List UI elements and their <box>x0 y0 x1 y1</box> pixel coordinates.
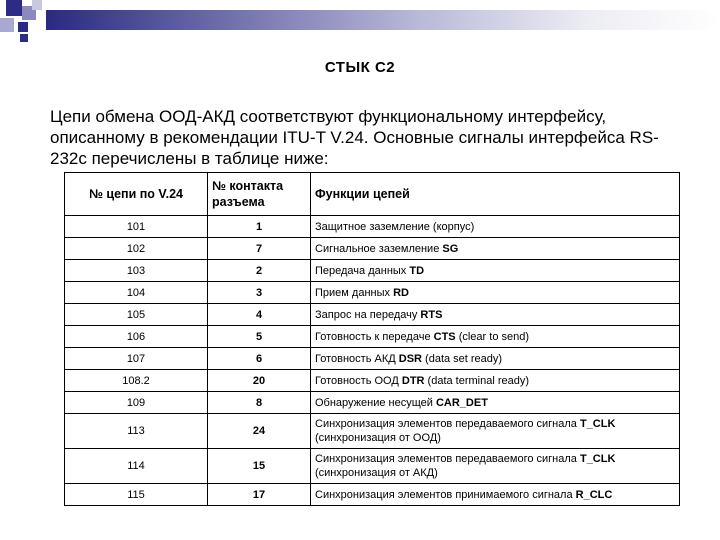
circuit-number: 109 <box>65 392 208 414</box>
table-row <box>65 392 680 414</box>
slide-title: СТЫК С2 <box>324 59 396 76</box>
function-text: Передача данных <box>315 264 410 277</box>
signal-name: SG <box>442 242 459 255</box>
function-text: Готовность к передаче <box>315 330 434 343</box>
circuit-number: 103 <box>65 260 208 282</box>
signal-name: R_CLC <box>575 488 613 501</box>
table-row <box>65 414 680 449</box>
pin-number: 20 <box>208 370 311 392</box>
header-pin: № контакта разъема <box>208 173 311 216</box>
function-text: Синхронизация элементов принимаемого сигнала <box>315 488 576 501</box>
table-row <box>65 216 680 238</box>
circuit-number: 101 <box>65 216 208 238</box>
pin-number: 3 <box>208 282 311 304</box>
circuit-number: 114 <box>65 449 208 484</box>
function-text: Сигнальное заземление <box>315 242 443 255</box>
circuit-function <box>311 449 680 484</box>
function-text: Готовность ООД <box>315 374 402 387</box>
decor-square <box>0 18 14 32</box>
decor-square <box>6 0 22 16</box>
circuit-number: 104 <box>65 282 208 304</box>
circuit-number: 113 <box>65 414 208 449</box>
function-note: (data terminal ready) <box>424 374 530 387</box>
function-text: Готовность АКД <box>315 352 399 365</box>
circuit-number: 106 <box>65 326 208 348</box>
pin-number: 7 <box>208 238 311 260</box>
function-note: (data set ready) <box>421 352 503 365</box>
function-note: (синхронизация от ООД) <box>315 432 441 444</box>
function-note: (синхронизация от АКД) <box>315 467 438 479</box>
table-row <box>65 304 680 326</box>
table-row <box>65 282 680 304</box>
circuit-function <box>311 260 680 282</box>
circuit-function <box>311 304 680 326</box>
signal-name: TD <box>409 264 425 277</box>
signal-name: T_CLK <box>579 418 616 430</box>
header-circuit: № цепи по V.24 <box>65 173 208 216</box>
decor-square <box>32 0 42 10</box>
function-text: Прием данных <box>315 286 394 299</box>
circuit-function <box>311 326 680 348</box>
circuit-function <box>311 238 680 260</box>
pin-number: 2 <box>208 260 311 282</box>
function-text: Защитное заземление (корпус) <box>315 220 475 233</box>
circuit-number: 102 <box>65 238 208 260</box>
circuit-function <box>311 282 680 304</box>
pin-number: 15 <box>208 449 311 484</box>
decor-square <box>18 22 28 32</box>
circuit-function <box>311 484 680 506</box>
circuit-function <box>311 370 680 392</box>
circuit-function <box>311 348 680 370</box>
table-row <box>65 449 680 484</box>
pin-number: 24 <box>208 414 311 449</box>
circuit-function <box>311 216 680 238</box>
circuit-function <box>311 414 680 449</box>
signal-name: RTS <box>420 308 443 321</box>
table-row <box>65 370 680 392</box>
slide-header-decoration <box>0 0 720 30</box>
table-row <box>65 238 680 260</box>
table-row <box>65 260 680 282</box>
signals-table <box>64 172 680 506</box>
pin-number: 17 <box>208 484 311 506</box>
signal-name: DTR <box>401 374 425 387</box>
intro-paragraph: Цепи обмена ООД-АКД соответствуют функциональному интерфейсу, описанному в рекомендации ITU-T V.24. Основные сигналы интерфейса RS-232c перечислены в таблице ниже: <box>50 107 659 168</box>
pin-number: 1 <box>208 216 311 238</box>
pin-number: 6 <box>208 348 311 370</box>
table-row <box>65 348 680 370</box>
pin-number: 4 <box>208 304 311 326</box>
function-note: (clear to send) <box>455 330 530 343</box>
header-function: Функции цепей <box>311 173 680 216</box>
pin-number: 5 <box>208 326 311 348</box>
table-row <box>65 326 680 348</box>
circuit-number: 108.2 <box>65 370 208 392</box>
table-header-row <box>65 173 680 216</box>
circuit-number: 105 <box>65 304 208 326</box>
signal-name: CAR_DET <box>435 396 488 409</box>
circuit-number: 107 <box>65 348 208 370</box>
signal-name: RD <box>393 286 409 299</box>
decor-square <box>20 34 28 42</box>
function-text: Синхронизация элементов передаваемого сигнала <box>315 453 580 465</box>
pin-number: 8 <box>208 392 311 414</box>
signal-name: T_CLK <box>579 453 616 465</box>
table-row <box>65 484 680 506</box>
circuit-number: 115 <box>65 484 208 506</box>
function-text: Синхронизация элементов передаваемого сигнала <box>315 418 580 430</box>
function-text: Обнаружение несущей <box>315 396 436 409</box>
signal-name: CTS <box>433 330 456 343</box>
signal-name: DSR <box>398 352 422 365</box>
header-gradient-bar <box>46 10 720 30</box>
function-text: Запрос на передачу <box>315 308 421 321</box>
circuit-function <box>311 392 680 414</box>
